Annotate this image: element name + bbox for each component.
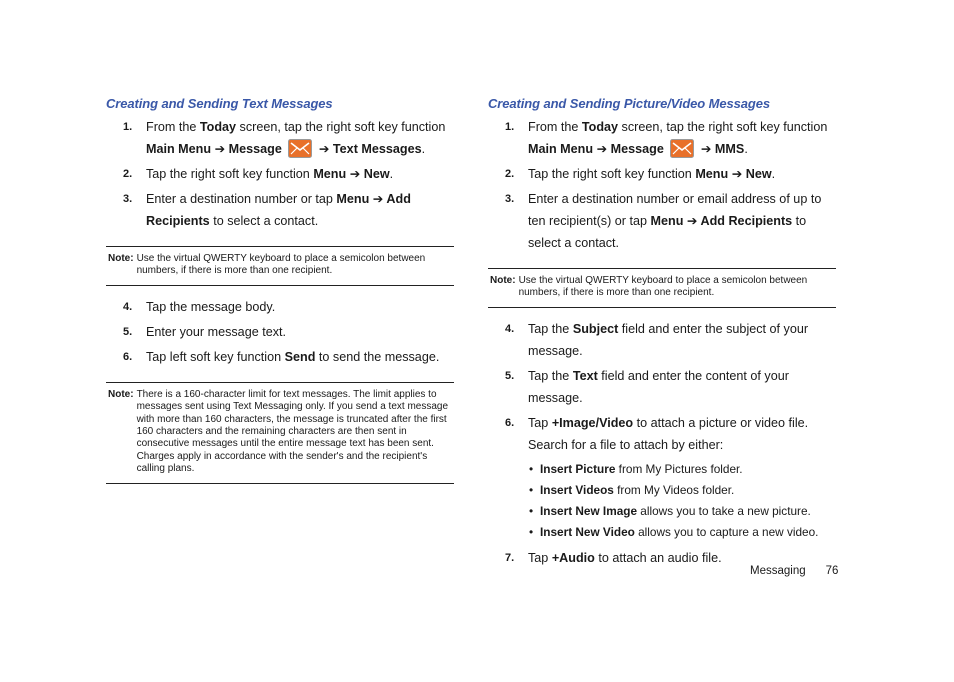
page-footer <box>750 565 838 577</box>
step-5: 5. Tap the Text field and enter the content of your message. <box>505 368 789 405</box>
note-semicolon: Note: Use the virtual QWERTY keyboard to place a semicolon between numbers, if there is more than one recipient. <box>106 246 454 286</box>
footer-section: Messaging <box>750 565 806 577</box>
list-item: • Insert New Image allows you to take a new picture. <box>529 503 811 518</box>
step-5: 5. Enter your message text. <box>123 324 286 339</box>
envelope-icon <box>670 139 694 158</box>
list-item: • Insert Picture from My Pictures folder. <box>529 461 743 476</box>
envelope-icon <box>288 139 312 158</box>
list-item: • Insert New Video allows you to capture a new video. <box>529 524 819 539</box>
step-1: 1. From the Today screen, tap the right soft key function Main Menu ➔ Message ➔ Text Messages. <box>106 116 454 160</box>
page-number: 76 <box>825 565 839 577</box>
step-6: 6. Tap +Image/Video to attach a picture or video file. Search for a file to attach by either: <box>505 415 809 452</box>
attach-options-list <box>488 459 836 543</box>
section-heading-picture-video: Creating and Sending Picture/Video Messages <box>488 96 771 111</box>
note-character-limit: Note: There is a 160-character limit for text messages. The limit applies to messages sent using Text Messaging only. If you send a text message with more than 160 characters, the message is truncated after the first 160 characters and the remaining characters are then sent in consecutive messages until the entire message text has been sent. Charges apply in accordance with the sender's and the recipient's calling plans. <box>106 382 454 484</box>
left-column <box>106 96 454 494</box>
step-2: 2. Tap the right soft key function Menu ➔ New. <box>505 167 776 181</box>
step-7: 7. Tap +Audio to attach an audio file. <box>505 550 722 565</box>
note-semicolon: Note: Use the virtual QWERTY keyboard to place a semicolon between numbers, if there is more than one recipient. <box>488 268 836 308</box>
step-4: 4. Tap the Subject field and enter the subject of your message. <box>505 321 809 358</box>
section-heading-text-messages: Creating and Sending Text Messages <box>106 96 333 111</box>
step-4: 4. Tap the message body. <box>123 299 276 314</box>
step-6: 6. Tap left soft key function Send to send the message. <box>123 349 440 364</box>
list-item: • Insert Videos from My Videos folder. <box>529 482 735 497</box>
step-2: 2. Tap the right soft key function Menu ➔ New. <box>123 167 394 181</box>
step-3: 3. Enter a destination number or email address of up to ten recipient(s) or tap Menu ➔ Add Recipients to select a contact. <box>505 192 822 250</box>
step-3: 3. Enter a destination number or tap Menu ➔ Add Recipients to select a contact. <box>123 192 411 228</box>
step-1: 1. From the Today screen, tap the right soft key function Main Menu ➔ Message ➔ MMS. <box>488 116 836 160</box>
right-column <box>488 96 836 572</box>
